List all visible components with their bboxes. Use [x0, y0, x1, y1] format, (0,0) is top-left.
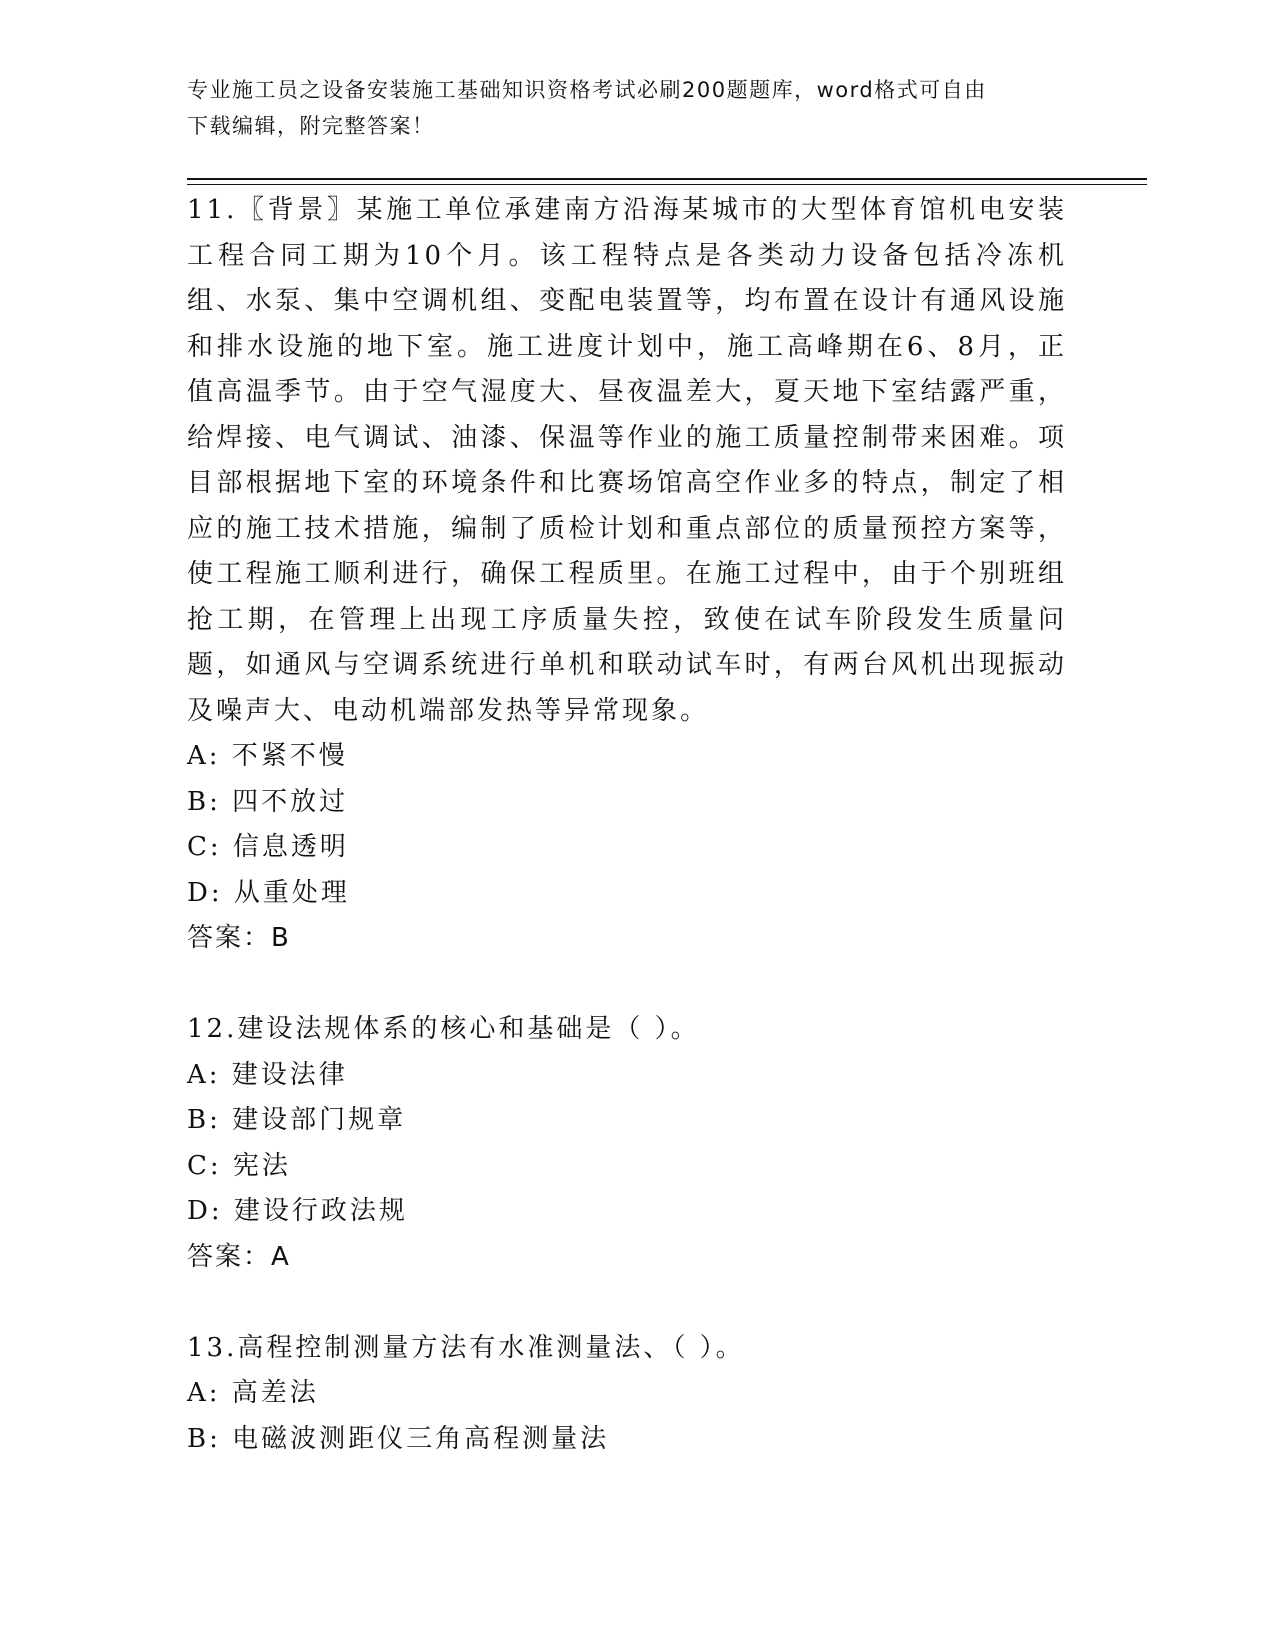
- option-b: B: 建设部门规章: [187, 1105, 407, 1135]
- answer-line: 答案：B: [187, 923, 291, 953]
- question-12: [187, 1007, 1067, 1280]
- header-line-2: 下载编辑，附完整答案！: [187, 114, 435, 138]
- answer-line: 答案：A: [187, 1241, 291, 1272]
- document-header: [187, 72, 1067, 144]
- header-line-1: 专业施工员之设备安装施工基础知识资格考试必刷200题题库，word格式可自由: [187, 78, 987, 102]
- question-list: [187, 188, 1067, 1462]
- option-c: C: 宪法: [187, 1150, 291, 1181]
- header-divider-thin: [187, 184, 1147, 185]
- option-b: B: 四不放过: [187, 786, 349, 817]
- question-gap: [187, 962, 1067, 1008]
- option-d: D: 建设行政法规: [187, 1196, 408, 1226]
- question-gap: [187, 1280, 1067, 1326]
- question-13: [187, 1326, 1067, 1463]
- option-b: B: 电磁波测距仪三角高程测量法: [187, 1423, 610, 1454]
- option-c: C: 信息透明: [187, 832, 349, 862]
- question-11: [187, 188, 1067, 962]
- option-a: A: 高差法: [187, 1378, 319, 1408]
- question-stem: 13.高程控制测量方法有水准测量法、（ ）。: [187, 1332, 745, 1363]
- question-stem: 12.建设法规体系的核心和基础是（ ）。: [187, 1014, 700, 1044]
- option-a: A: 不紧不慢: [187, 741, 348, 771]
- option-a: A: 建设法律: [187, 1059, 348, 1090]
- header-divider-thick: [187, 178, 1147, 180]
- option-d: D: 从重处理: [187, 877, 350, 908]
- question-stem: 11.〖背景〗某施工单位承建南方沿海某城市的大型体育馆机电安装工程合同工期为10个月。该工程特点是各类动力设备包括冷冻机组、水泵、集中空调机组、变配电装置等，均布置在设计有通风设施和排水设施的地下室。施工进度计划中，施工高峰期在6、8月，正值高温季节。由于空气湿度大、昼夜温差大，夏天地下室结露严重，给焊接、电气调试、油漆、保温等作业的施工质量控制带来困难。项目部根据地下室的环境条件和比赛场馆高空作业多的特点，制定了相应的施工技术措施，编制了质检计划和重点部位的质量预控方案等，使工程施工顺利进行，确保工程质里。在施工过程中，由于个别班组抢工期，在管理上出现工序质量失控，致使在试车阶段发生质量问题，如通风与空调系统进行单机和联动试车时，有两台风机出现振动及噪声大、电动机端部发热等异常现象。: [187, 195, 1067, 726]
